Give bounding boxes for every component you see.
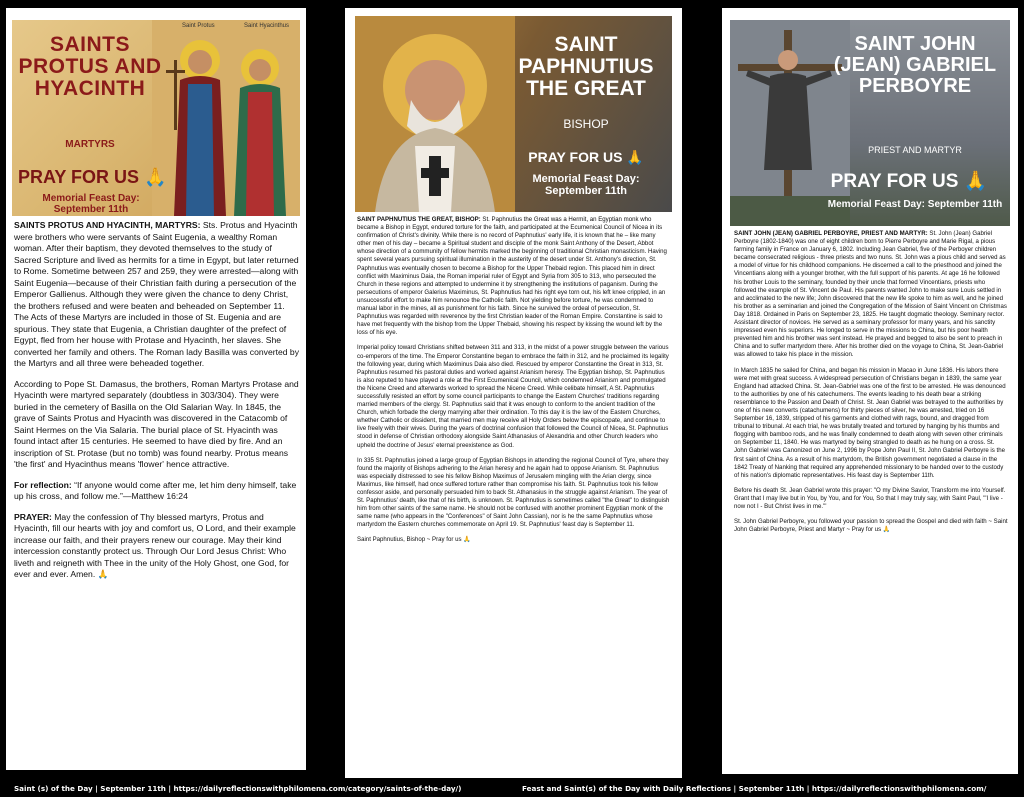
closing-line: St. John Gabriel Perboyre, you followed your passion to spread the Gospel and died with faith ~ Saint John Gabriel Perboyre, Priest and Martyr ~ Pray for us 🙏 [734, 518, 1008, 534]
paragraph: In 335 St. Paphnutius joined a large group of Egyptian Bishops in attending the regional Council of Tyre, where they found the majority of Bishops adhering to the Arian heresy and he again had to oppose Arianism. St. Paphnutius was especially distressed to see his fellow Bishop Maximus of Jerusalem mingling with the Arian clergy, since Maximus, like himself, had once suffered torture rather than compromise his faith. St. Paphnutius took his fellow confessor aside, and personally persuaded him to back St. Athanasius in the struggle against Arianism. The year of St. Paphnutius' death, like that of his birth, is unknown. St. Paphnutius is sometimes called "the Great" to distinguish him from other saints of the same name. He should not be confused with another prominent Egyptian monk of the same name (who appears in the "Conferences" of Saint John Cassian), nor is he the same Paphnutius whose martyrdom the Eastern churches commemorate on April 19. St. Paphnutius' feast day is September 11. [357, 456, 670, 529]
banner-title: SAINTS PROTUS AND HYACINTH [18, 33, 162, 101]
paragraph [14, 220, 300, 370]
banner-title: SAINT PAPHNUTIUS THE GREAT [518, 33, 654, 101]
banner-title: SAINT JOHN (JEAN) GABRIEL PERBOYRE [833, 33, 997, 97]
reflection [14, 480, 300, 503]
perboyre-banner [730, 20, 1010, 226]
memorial-feast-day: Memorial Feast Day: September 11th [827, 199, 1003, 210]
pray-for-us-text: PRAY FOR US 🙏 [830, 171, 988, 192]
label-saint-hyacinthus: Saint Hyacinthus [244, 23, 290, 29]
prayer-label: PRAYER: [14, 511, 52, 522]
pray-for-us-text: PRAY FOR US 🙏 [18, 167, 167, 187]
saint-john-gabriel-perboyre-panel [722, 8, 1018, 774]
reflection-text: “If anyone would come after me, let him deny himself, take up his cross, and follow me.”—Matthew 16:24 [14, 479, 297, 502]
paragraph-text: Sts. Protus and Hyacinth were brothers who were servants of Saint Eugenia, a wealthy Roman woman. After their baptism, they devoted themselves to the study of Sacred Scripture and lived as hermits for a time in Egypt, but later returned to Rome. Sometime between 257 and 259, they were arrested—along with Saint Eugenia—because of their Christian faith during a persecution of the Emperor Gallienus. Although they were given the chance to deny Christ, the brothers refused and were beaten and beheaded on September 11. The Acts of these Martyrs are included in those of St. Eugenia and are spurious. They state that Eugenia, a Christian daughter of the prefect of Egypt, fled from her house with Protase and Hyacinth, her slaves. She converted her family and others. The Roman lady Basilla was converted by the Martyrs and all three were beheaded together. [14, 220, 300, 369]
saints-protus-hyacinth-panel [6, 8, 306, 770]
memorial-feast-day: Memorial Feast Day: September 11th [532, 173, 640, 197]
paragraph: According to Pope St. Damasus, the brothers, Roman Martyrs Protase and Hyacinth were martyred separately (doubtless in 303/304). They were buried in the cemetery of Basilla on the Old Salarian Way. In 1845, the grave of Saints Protus and Hyacinth was discovered in the Catacomb of Saint Hermes on the Via Salaria. The burial place of St. Hyacinth was found intact after 15 centuries. He seemed to have died by fire. And an inscription of St. Protase (but no tomb) was found nearby. Protus means 'the first' and Hyacinthus means 'flower' hence attractive. [14, 378, 299, 470]
protus-hyacinth-text [6, 216, 306, 581]
reflection-label: For reflection: [14, 479, 72, 490]
pray-for-us-text: PRAY FOR US 🙏 [528, 149, 644, 165]
paragraph-text: St. Paphnutius the Great was a Hermit, an Egyptian monk who became a Bishop in Egypt, endured torture for the faith, and participated at the Ecumenical Council of Nicea in its confirmation of Christ's divinity. While there is no record of Paphnutius' early life, it is known that he – like many other men of his day – became a Spiritual student and disciple of the monk Saint Anthony of the Desert, Abbot whose direction of a community of fellow hermits marked the beginning of traditional Christian monasticism. Having spent several years pursuing spiritual illumination in the austerity of the desert under St. Anthony's direction, St. Paphnutius was eventually chosen to become a Bishop for the Upper Thebaid region. This placed him in direct conflict with Maximinus Daia, the Roman imperial ruler of Egypt and Syria from 305 to 313, who persecuted the Church in these regions and attempted to undermine it by strengthening the institutions of paganism. During the persecutions of emperor Galerius Maximinus, St. Paphnutius had his right eye torn out, his left knee crippled, in an unsuccessful effort to make him renounce the Catholic faith. Not yielding before torture, he was condemned to manual labor in the mines, all as punishment for his faith. Since he survived the ordeal of persecution, St. Paphnutius was regarded with reverence by the first Christian leader of the Roman Empire. Constantine is said to have met frequently with the bishop from the Upper Thebaid, showing his respect by kissing the wound left by the loss of his eye. [357, 216, 667, 337]
paragraph: Before his death St. Jean Gabriel wrote this prayer: "O my Divine Savior, Transform me into Yourself. Grant that I may live but in You, by You, and for You, So that I may truly say, with Saint Paul, "'I live - now not I - But Christ lives in me.'" [734, 486, 1006, 510]
saint-paphnutius-panel [345, 8, 682, 778]
section-heading: SAINTS PROTUS AND HYACINTH, MARTYRS: [14, 220, 201, 230]
section-heading: SAINT PAPHNUTIUS THE GREAT, BISHOP: [357, 216, 481, 223]
banner-subtitle: MARTYRS [65, 139, 115, 150]
paphnutius-text [345, 212, 682, 545]
paragraph [357, 216, 670, 337]
paphnutius-banner [355, 16, 672, 212]
perboyre-text [722, 226, 1018, 534]
protus-hyacinth-banner [12, 20, 300, 216]
banner-subtitle: PRIEST AND MARTYR [868, 145, 962, 155]
memorial-feast-day: Memorial Feast Day: September 11th [42, 193, 140, 215]
paphnutius-icon-image [355, 16, 515, 212]
prayer [14, 512, 300, 581]
label-saint-protus: Saint Protus [182, 23, 215, 29]
footer-right: Feast and Saint(s) of the Day with Daily Reflections | September 11th | https://dailyreflectionswithphilomena.com/ [522, 784, 987, 793]
paragraph-text: St. John (Jean) Gabriel Perboyre (1802-1840) was one of eight children born to Pierre Perboyre and Marie Rigal, a pious farming family in France on January 6, 1802. Including Jean Gabriel, five of the Perboyer children became consecrated religious - three priests and two nuns. St. John was a pious child and served as a model of virtue for his childhood companions. He discerned a call to the priesthood and joined the Vincentians along with a younger brother, with the full support of his parents. At age 16 he followed his brother Louis to the seminary, founded by their uncle that formed Vincentians, priests who followed the example of St. Vincent de Paul. His parents wanted John to make sure Louis settled in and acclimated to the new life; John discovered that the new life spoke to him as well, and he joined his brother as a seminarian and joined the Congregation of the Mission of Saint Vincent on Christmas Day 1818. Ordained in Paris on September 23, 1825. He taught dogmatic theology. Seminary rector. Assistant director of novices. He served as a seminary professor for many years, and his sanctity impressed even his superiors. He longed to serve in the missions to China, but his poor health prevented him and his brother was sent instead. He prayed and begged to also be sent to preach in China and to suffer martyrdom there. After his brother died on the voyage to China, St. Jean-Gabriel was allowed to take his place in the mission. [734, 230, 1007, 359]
closing-line: Saint Paphnutius, Bishop ~ Pray for us 🙏 [357, 536, 471, 544]
footer-left: Saint (s) of the Day | September 11th | https://dailyreflectionswithphilomena.com/category/saints-of-the-day/) [14, 784, 462, 793]
prayer-text: May the confession of Thy blessed martyrs, Protus and Hyacinth, fill our hearts with joy and comfort us, O Lord, and their example increase our faith, and their prayers renew our courage. May their kind intercession constantly protect us. Through Our Lord Jesus Christ: Who liveth and reigneth with Thee in the unity of the Holy Ghost, one God, for ever and ever. Amen. 🙏 [14, 511, 296, 580]
paragraph: Imperial policy toward Christians shifted between 311 and 313, in the midst of a power struggle between the various co-emperors of the time. The Emperor Constantine began to embrace the faith in 312, and he proclaimed its legality the following year, during which Maximinus Daia also died. Rescued by emperor Constantine the Great in 313, St. Paphnutius resumed his pastoral duties and worked against Arianism heresy. The Egyptian bishop, St. Paphnutius is also reputed to have played a role at the First Ecumenical Council, which condemned Arianism and promulgated the Nicene Creed and afterwards worked to spread the Nicene Creed. While celibate himself, A St. Paphnutius successfully resisted an effort by some council participants to change the Eastern Churches' traditions regarding married members of the clergy. St. Paphnutius said that it was enough to conform to the ancient tradition of the Church, which forbade the clergy marrying after their ordination. To this day it is the law of the Eastern Churches, whether Catholic or dissident, that married men may receive all Holy Orders below the episcopate, and continue to live freely with their wives. During the years of doctrinal confusion that followed the Council of Nicea, St. Paphnutius stood in defense of Christian orthodoxy alongside Saint Athanasius of Alexandria and other Church leaders who upheld the doctrine of Jesus' eternal preexistence as God. [357, 344, 669, 449]
section-heading: SAINT JOHN (JEAN) GABRIEL PERBOYRE, PRIEST AND MARTYR: [734, 230, 928, 237]
paragraph: In March 1835 he sailed for China, and began his mission in Macao in June 1836. His labors there were met with great success. A widespread persecution of Christians began in 1839, the same year England had attacked China. St. Jean-Gabriel was one of the first to be arrested. He was denounced to the authorities by one of his catechumens. The events leading to his death bear a striking resemblance to the Passion and Death of Christ. St. Jean Gabriel was betrayed to the authorities by one of his new converts (catachumens) for thirty pieces of silver, he was arrested, tried on 16 September 16, 1839, stripped of his garments and clothed with rags, bound, and dragged from tribunal to tribunal. At each trial, he was brutally treated and tortured by hanging by his thumbs and flogging with bamboo rods, and he was finally condemned to death along with seven other criminals on September 11, 1840. He was martyred by being strangled to death as he hung on a cross. St. John Gabriel was Canonized on June 2, 1996 by Pope John Paul II, St. John Gabriel Perboyre is the first saint of China. As a result of his martyrdom, the British government negotiated a clause in the 1842 Treaty of Nanking that required any apprehended missionary to be handed over to the custody of his nation's diplomatic representatives. His feast day is September 11th. [734, 366, 1006, 479]
banner-subtitle: BISHOP [563, 117, 609, 131]
paragraph [734, 230, 1008, 360]
